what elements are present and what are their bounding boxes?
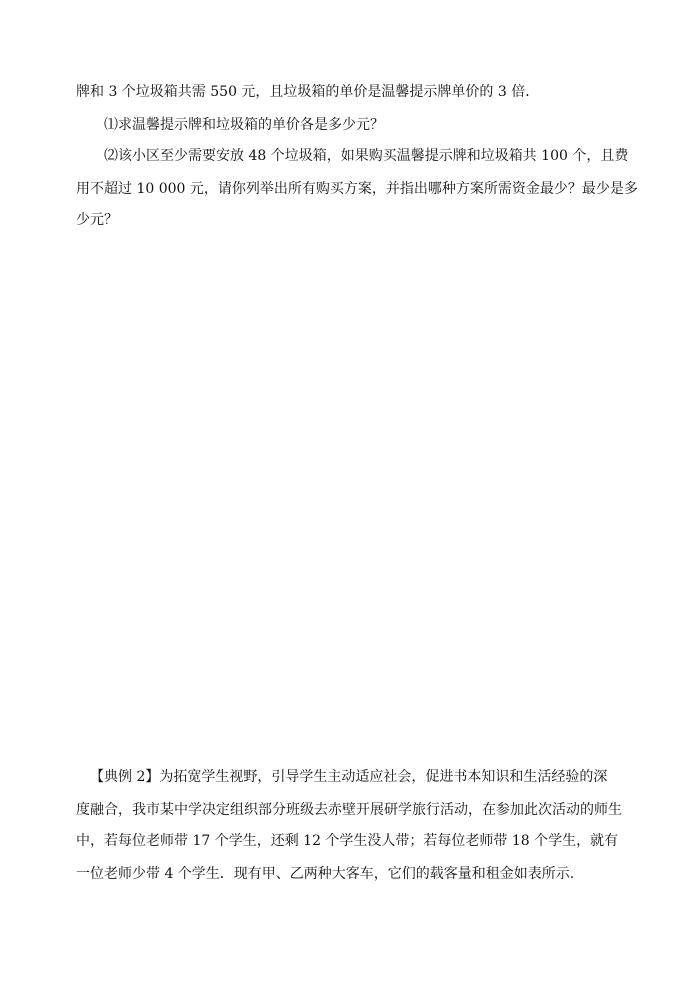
example-2-line-3: 中，若每位老师带 17 个学生，还剩 12 个学生没人带；若每位老师带 18 个学生，就有: [76, 833, 619, 849]
problem-continuation: 牌和 3 个垃圾箱共需 550 元，且垃圾箱的单价是温馨提示牌单价的 3 倍．: [76, 84, 540, 100]
example-2-line-1: 【典例 2】为拓宽学生视野，引导学生主动适应社会，促进书本知识和生活经验的深: [90, 769, 608, 785]
problem-part-2-line-1: ⑵该小区至少需要安放 48 个垃圾箱，如果购买温馨提示牌和垃圾箱共 100 个，且费: [104, 148, 629, 164]
problem-part-2-line-2: 用不超过 10 000 元，请你列举出所有购买方案，并指出哪种方案所需资金最少？最少是多: [76, 181, 638, 197]
example-2-line-2: 度融合，我市某中学决定组织部分班级去赤壁开展研学旅行活动，在参加此次活动的师生: [76, 802, 622, 818]
example-2-line-4: 一位老师少带 4 个学生．现有甲、乙两种大客车，它们的载客量和租金如表所示.: [76, 866, 575, 882]
problem-part-2-line-3: 少元？: [76, 212, 118, 228]
problem-part-1: ⑴求温馨提示牌和垃圾箱的单价各是多少元？: [104, 117, 384, 133]
